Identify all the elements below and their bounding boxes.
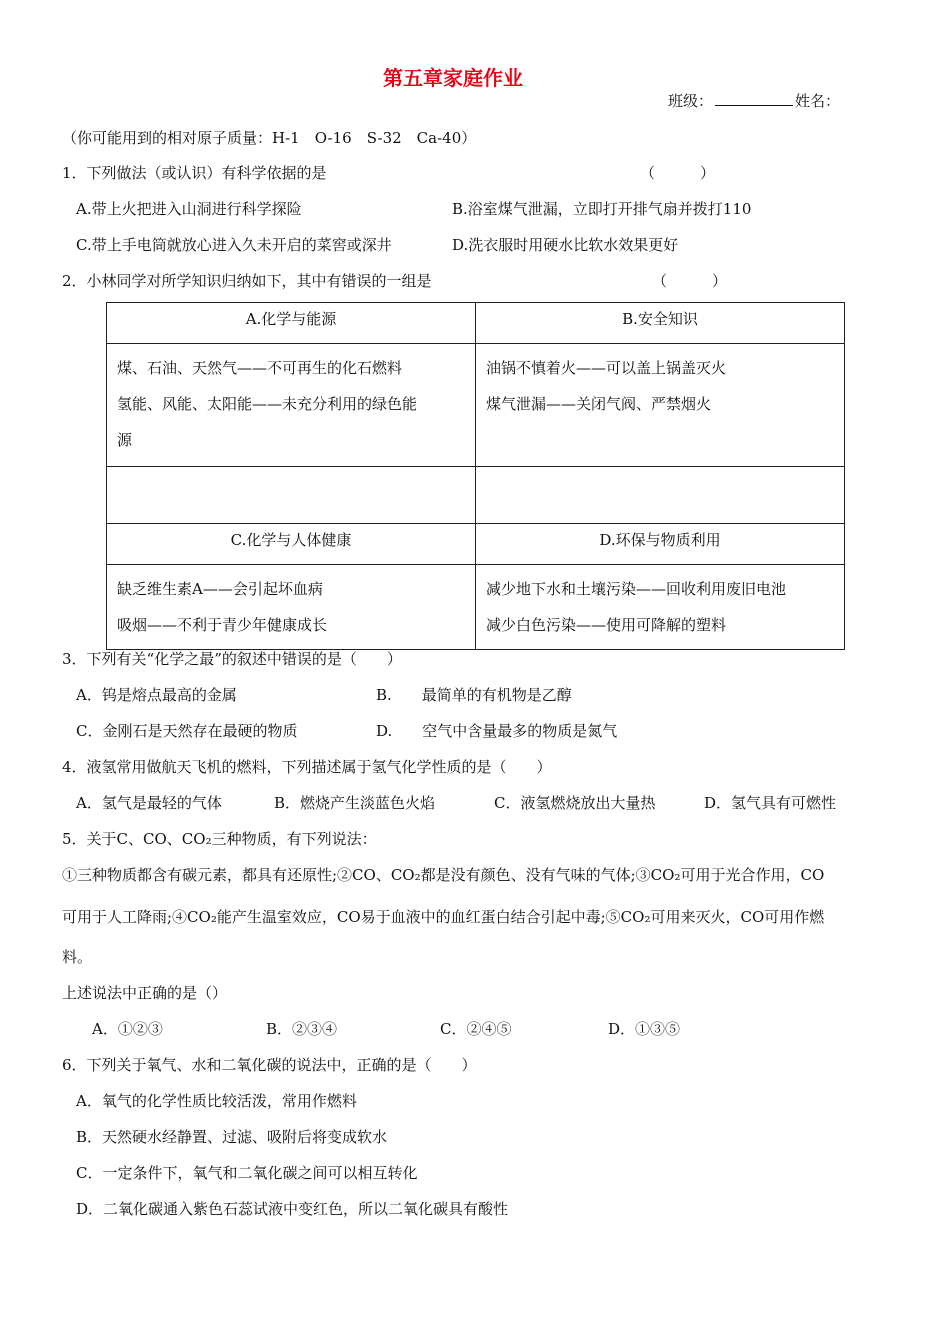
- q4-stem: 4．液氢常用做航天飞机的燃料，下列描述属于氢气化学性质的是（ ）: [62, 758, 552, 776]
- knowledge-table: [106, 302, 845, 650]
- q5-stem: 5．关于C、CO、CO₂三种物质，有下列说法：: [62, 830, 377, 848]
- q1-option-a: A.带上火把进入山洞进行科学探险: [76, 200, 302, 218]
- q5-option-d: D．①③⑤: [608, 1020, 681, 1038]
- q6-option-b: B．天然硬水经静置、过滤、吸附后将变成软水: [76, 1128, 388, 1146]
- q6-option-a: A．氧气的化学性质比较活泼，常用作燃料: [76, 1092, 357, 1110]
- table-d-line: 减少白色污染——使用可降解的塑料: [486, 616, 727, 634]
- table-cell-a: [107, 344, 476, 467]
- table-b-line: 煤气泄漏——关闭气阀、严禁烟火: [486, 395, 712, 413]
- q5-option-b: B．②③④: [266, 1020, 338, 1038]
- table-head-d: D.环保与物质利用: [476, 524, 845, 565]
- q1-option-d: D.洗衣服时用硬水比软水效果更好: [452, 236, 679, 254]
- q3-stem: 3．下列有关“化学之最”的叙述中错误的是（ ）: [62, 650, 402, 668]
- q4-option-d: D．氢气具有可燃性: [704, 794, 837, 812]
- table-c-line: 缺乏维生素A——会引起坏血病: [117, 580, 323, 598]
- table-cell-b: [476, 344, 845, 467]
- class-name-line: [668, 90, 840, 111]
- table-head-a: A.化学与能源: [107, 303, 476, 344]
- q5-body-line: 料。: [62, 948, 93, 966]
- q3-option-d: D. 空气中含量最多的物质是氮气: [376, 722, 618, 740]
- q6-option-d: D．二氧化碳通入紫色石蕊试液中变红色，所以二氧化碳具有酸性: [76, 1200, 509, 1218]
- q4-option-b: B．燃烧产生淡蓝色火焰: [274, 794, 436, 812]
- table-a-line: 煤、石油、天然气——不可再生的化石燃料: [117, 359, 403, 377]
- q5-option-a: A．①②③: [92, 1020, 163, 1038]
- q5-ask: 上述说法中正确的是（）: [62, 984, 228, 1002]
- table-empty-cell: [107, 467, 476, 524]
- table-b-line: 油锅不慎着火——可以盖上锅盖灭火: [486, 359, 727, 377]
- table-a-line: 氢能、风能、太阳能——未充分利用的绿色能: [117, 395, 418, 413]
- q6-stem: 6．下列关于氧气、水和二氧化碳的说法中，正确的是（ ）: [62, 1056, 477, 1074]
- table-d-line: 减少地下水和土壤污染——回收利用废旧电池: [486, 580, 787, 598]
- name-label: 姓名：: [795, 92, 841, 110]
- q2-stem: 2．小林同学对所学知识归纳如下，其中有错误的一组是: [62, 272, 432, 290]
- q1-stem: 1．下列做法（或认识）有科学依据的是: [62, 164, 327, 182]
- q4-option-a: A．氢气是最轻的气体: [76, 794, 222, 812]
- q3-option-b: B. 最简单的有机物是乙醇: [376, 686, 572, 704]
- table-cell-c: [107, 565, 476, 650]
- q5-body-line: ①三种物质都含有碳元素，都具有还原性;②CO、CO₂都是没有颜色、没有气味的气体;③CO₂可用于光合作用，CO: [62, 866, 825, 884]
- q1-option-c: C.带上手电筒就放心进入久未开启的菜窖或深井: [76, 236, 392, 254]
- table-c-line: 吸烟——不利于青少年健康成长: [117, 616, 328, 634]
- table-empty-cell: [476, 467, 845, 524]
- q3-option-a: A．钨是熔点最高的金属: [76, 686, 237, 704]
- table-head-b: B.安全知识: [476, 303, 845, 344]
- table-cell-d: [476, 565, 845, 650]
- q4-option-c: C．液氢燃烧放出大量热: [494, 794, 656, 812]
- table-a-line: 源: [117, 431, 133, 449]
- atomic-mass-note: （你可能用到的相对原子质量：H-1 O-16 S-32 Ca-40）: [62, 129, 477, 147]
- q1-option-b: B.浴室煤气泄漏，立即打开排气扇并拨打110: [452, 200, 752, 218]
- q2-answer-paren: （ ）: [652, 272, 728, 290]
- q1-answer-paren: （ ）: [640, 164, 716, 182]
- class-label: 班级：: [668, 92, 714, 110]
- q6-option-c: C．一定条件下，氧气和二氧化碳之间可以相互转化: [76, 1164, 418, 1182]
- class-blank[interactable]: [715, 91, 793, 106]
- page-title: 第五章家庭作业: [383, 66, 523, 90]
- q5-body-line: 可用于人工降雨;④CO₂能产生温室效应，CO易于血液中的血红蛋白结合引起中毒;⑤CO₂可用来灭火，CO可用作燃: [62, 908, 825, 926]
- q3-option-c: C．金刚石是天然存在最硬的物质: [76, 722, 298, 740]
- table-head-c: C.化学与人体健康: [107, 524, 476, 565]
- q5-option-c: C．②④⑤: [440, 1020, 512, 1038]
